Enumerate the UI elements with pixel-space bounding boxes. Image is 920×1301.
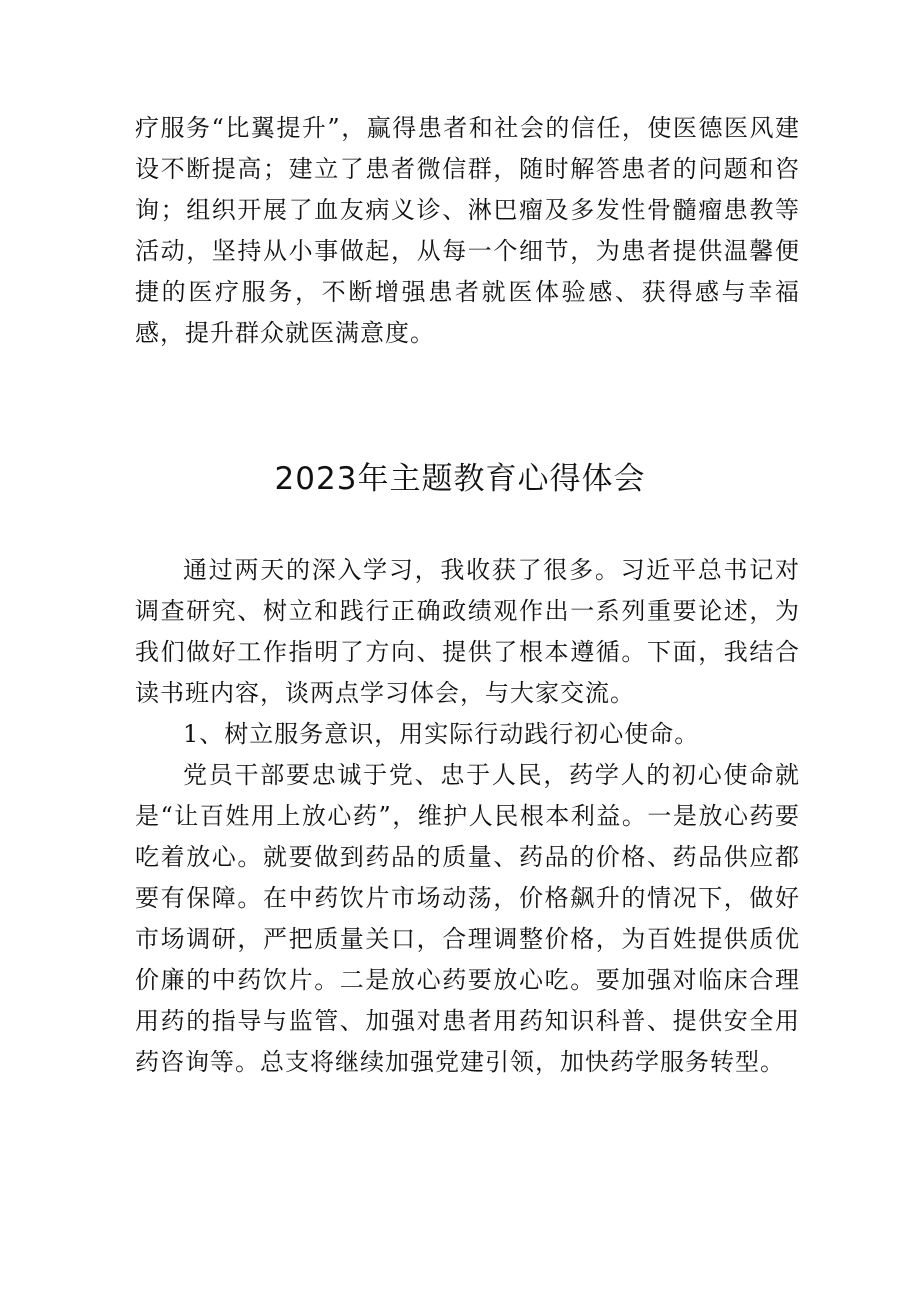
- section-heading-1: 1、树立服务意识，用实际行动践行初心使命。: [183, 720, 700, 748]
- intro-paragraph: 通过两天的深入学习，我收获了很多。习近平总书记对调查研究、树立和践行正确政绩观作出一系列重要论述，为我们做好工作指明了方向、提供了根本遵循。下面，我结合读书班内容，谈两点学习体会，与大家交流。: [135, 556, 800, 707]
- document-title: 2023年主题教育心得体会: [274, 461, 646, 497]
- document-body: [135, 550, 800, 1083]
- continuation-paragraph: 疗服务“比翼提升”，赢得患者和社会的信任，使医德医风建设不断提高；建立了患者微信群，随时解答患者的问题和咨询；组织开展了血友病义诊、淋巴瘤及多发性骨髓瘤患教等活动，坚持从小事做起，从每一个细节，为患者提供温馨便捷的医疗服务，不断增强患者就医体验感、获得感与幸福感，提升群众就医满意度。: [135, 114, 800, 347]
- section-paragraph-1: 党员干部要忠诚于党、忠于人民，药学人的初心使命就是“让百姓用上放心药”，维护人民根本利益。一是放心药要吃着放心。就要做到药品的质量、药品的价格、药品供应都要有保障。在中药饮片市场动荡，价格飙升的情况下，做好市场调研，严把质量关口，合理调整价格，为百姓提供质优价廉的中药饮片。二是放心药要放心吃。要加强对临床合理用药的指导与监管、加强对患者用药知识科普、提供安全用药咨询等。总支将继续加强党建引领，加快药学服务转型。: [135, 761, 800, 1076]
